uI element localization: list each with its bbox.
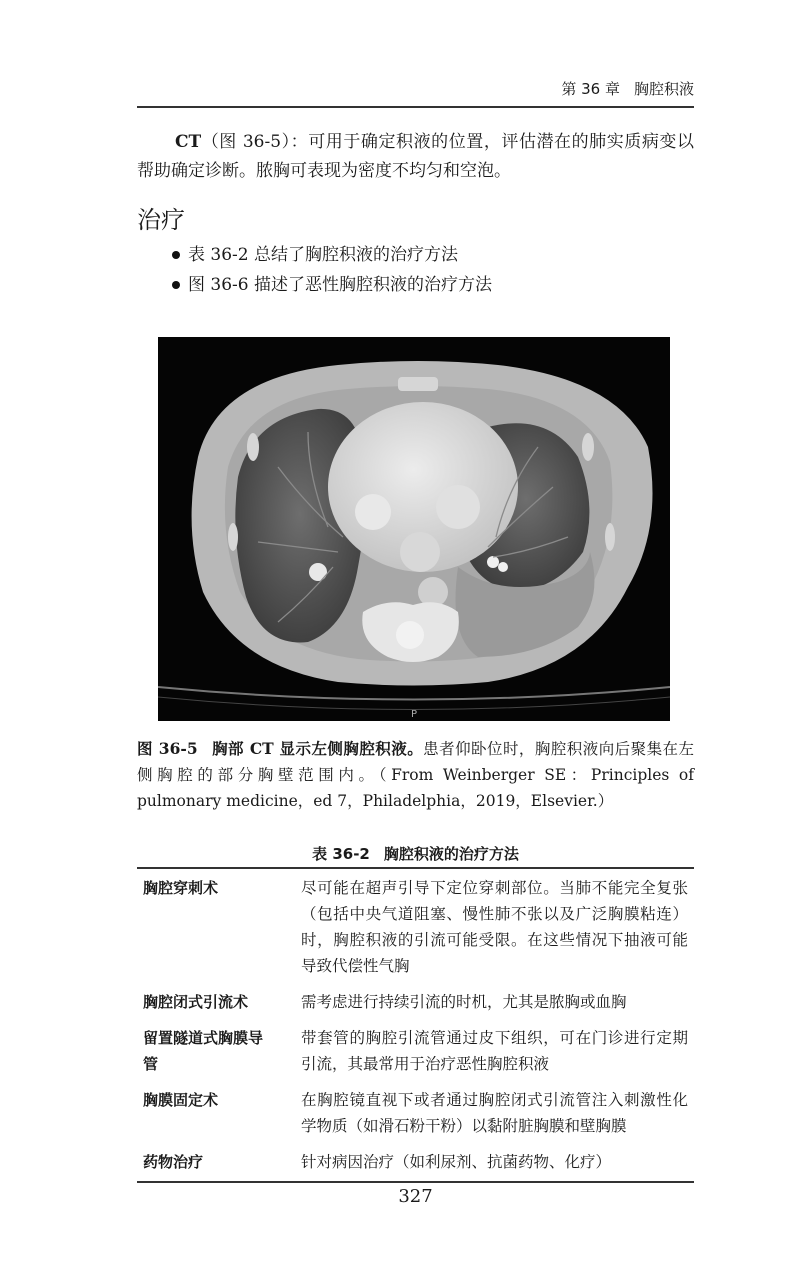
intro-paragraph: [137, 128, 694, 186]
table-desc: 尽可能在超声引导下定位穿刺部位。当肺不能完全复张（包括中央气道阻塞、慢性肺不张以及广泛胸膜粘连）时，胸腔积液的引流可能受限。在这些情况下抽液可能导致代偿性气胸: [301, 879, 688, 975]
table-row: [137, 868, 694, 985]
bullet-dot-icon: [172, 251, 180, 259]
section-heading: 治疗: [137, 206, 185, 234]
caption-text: 患者仰卧位时，胸腔积液向后聚集在左侧胸腔的部分胸壁范围内。（From Weinberger SE：Principles of pulmonary medicine，ed 7，Philadelphia，2019，Elsevier.）: [137, 740, 694, 810]
table-row: [137, 1021, 694, 1083]
caption-number: 图 36-5: [137, 739, 198, 758]
intro-label: CT: [175, 132, 202, 152]
table-term: 胸腔穿刺术: [143, 879, 219, 897]
table-row: [137, 1145, 694, 1182]
bullet-dot-icon: [172, 281, 180, 289]
bullet-text: 表 36-2 总结了胸腔积液的治疗方法: [188, 245, 458, 265]
treatment-table: [137, 867, 694, 1183]
table-desc: 针对病因治疗（如利尿剂、抗菌药物、化疗）: [301, 1153, 612, 1171]
running-header: [137, 72, 694, 108]
table-name: 胸腔积液的治疗方法: [383, 845, 519, 863]
table-desc: 需考虑进行持续引流的时机，尤其是脓胸或血胸: [301, 993, 627, 1011]
table-row: [137, 985, 694, 1021]
table-row: [137, 1083, 694, 1145]
table-desc: 在胸腔镜直视下或者通过胸腔闭式引流管注入刺激性化学物质（如滑石粉干粉）以黏附脏胸膜和壁胸膜: [301, 1091, 688, 1135]
ct-scan-figure: [158, 337, 670, 721]
table-number: 表 36-2: [312, 845, 370, 863]
bullet-item: [160, 270, 690, 300]
chapter-number: 第 36 章: [561, 80, 620, 98]
table-term: 胸膜固定术: [143, 1091, 219, 1109]
table-term: 留置隧道式胸膜导管: [143, 1029, 264, 1073]
caption-title: 胸部 CT 显示左侧胸腔积液。: [211, 739, 424, 758]
bullet-text: 图 36-6 描述了恶性胸腔积液的治疗方法: [188, 275, 492, 295]
page-number: 327: [398, 1186, 433, 1207]
ct-scan-image: [158, 337, 670, 721]
figure-caption: [137, 736, 694, 814]
table-title: [137, 843, 694, 865]
scan-marker: P: [410, 709, 418, 720]
table-term: 胸腔闭式引流术: [143, 993, 249, 1011]
chapter-title: 胸腔积液: [633, 80, 694, 98]
intro-text: （图 36-5）：可用于确定积液的位置，评估潜在的肺实质病变以帮助确定诊断。脓胸可表现为密度不均匀和空泡。: [137, 132, 694, 181]
table-term: 药物治疗: [143, 1153, 204, 1171]
table-desc: 带套管的胸腔引流管通过皮下组织，可在门诊进行定期引流，其最常用于治疗恶性胸腔积液: [301, 1029, 688, 1073]
bullet-list: [160, 240, 690, 300]
bullet-item: [160, 240, 690, 270]
